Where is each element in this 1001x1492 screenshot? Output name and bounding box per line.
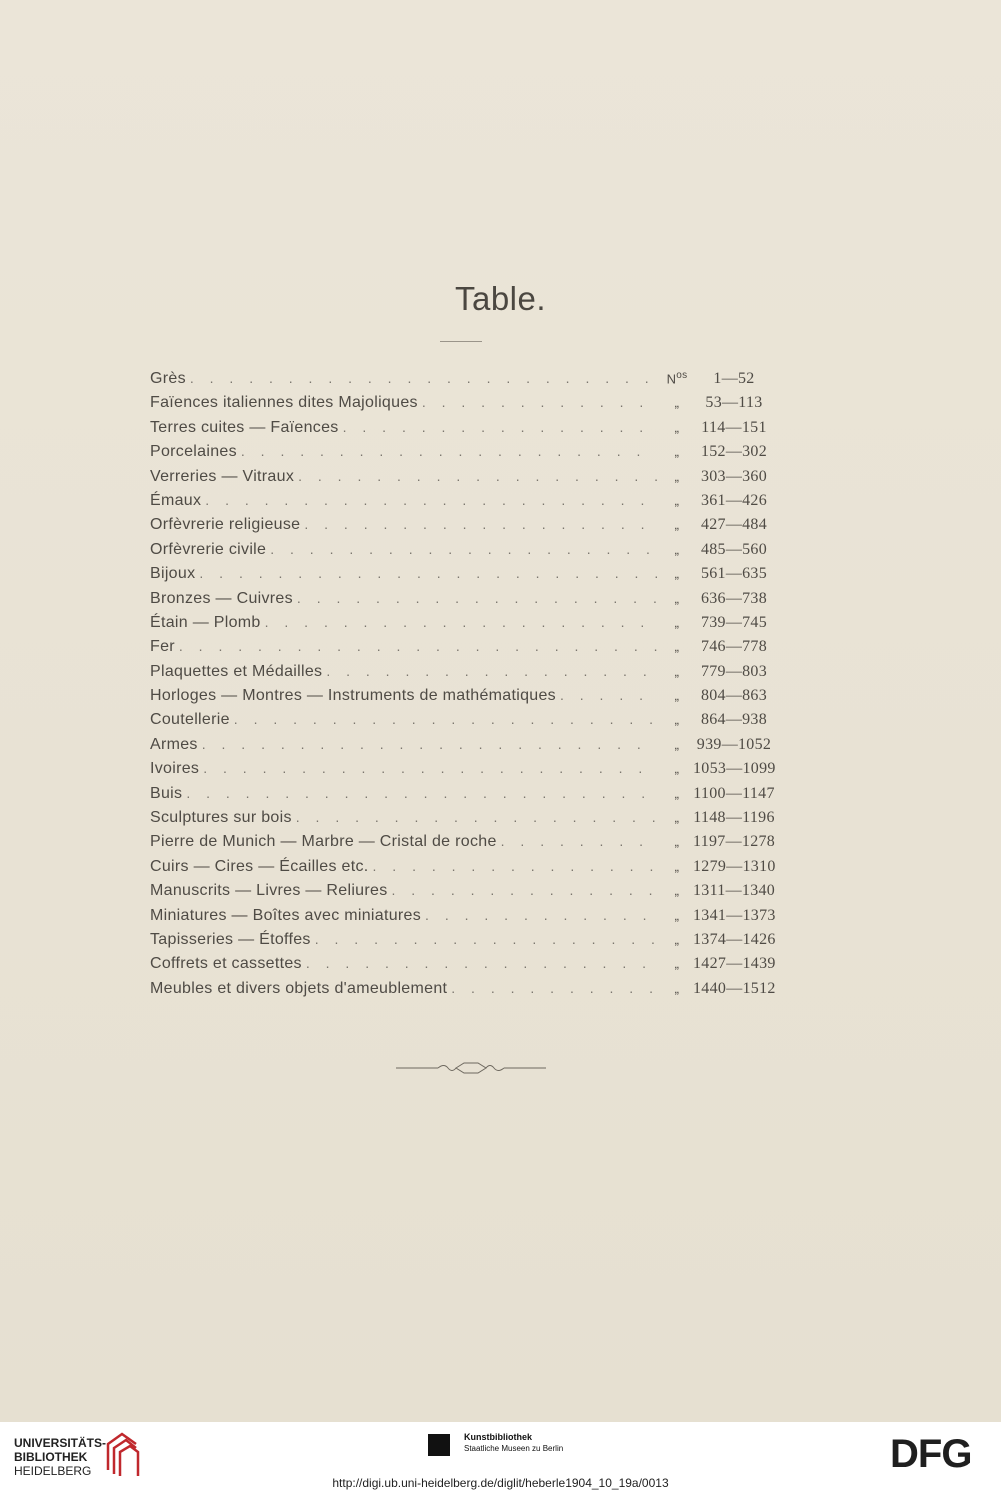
- toc-entry-label: Manuscrits — Livres — Reliures: [150, 882, 388, 900]
- leader-dots: [304, 516, 657, 532]
- ditto-mark: „: [674, 395, 680, 411]
- toc-entry-range: 1197—1278: [693, 833, 776, 851]
- ditto-mark: „: [674, 639, 680, 655]
- numbers-prefix-base: N: [666, 371, 677, 387]
- ditto-mark: „: [674, 785, 680, 801]
- toc-entry-range: 1053—1099: [693, 760, 776, 778]
- toc-entry-label: Orfèvrerie religieuse: [150, 516, 301, 534]
- toc-entry-range: 746—778: [700, 638, 768, 656]
- uni-logo-mark-icon: [104, 1430, 140, 1478]
- leader-dots: [234, 711, 657, 727]
- page-title: Table.: [454, 280, 547, 317]
- ditto-mark: „: [674, 931, 680, 947]
- kb-name: Kunstbibliothek: [464, 1432, 532, 1442]
- ditto-mark: „: [674, 517, 680, 533]
- toc-entry-label: Buis: [150, 784, 183, 802]
- toc-row: [150, 492, 775, 516]
- toc-row: [150, 541, 775, 565]
- toc-entry-range: 303—360: [700, 467, 768, 485]
- ditto-mark: „: [674, 980, 680, 996]
- ditto-mark: „: [674, 566, 680, 582]
- toc-entry-label: Bijoux: [150, 565, 196, 583]
- toc-entry-label: Verreries — Vitraux: [150, 467, 295, 485]
- toc-entry-range: 864—938: [700, 711, 768, 729]
- title-rule: [440, 341, 482, 342]
- toc-row: [150, 468, 775, 492]
- toc-row: [150, 638, 775, 662]
- leader-dots: [296, 809, 657, 825]
- kb-subtitle: Staatliche Museen zu Berlin: [464, 1444, 564, 1453]
- toc-row: [150, 565, 775, 589]
- toc-entry-label: Ivoires: [150, 760, 200, 778]
- ditto-mark: „: [674, 541, 680, 557]
- toc-entry-range: 1148—1196: [693, 809, 775, 827]
- leader-dots: [373, 858, 657, 874]
- toc-entry-range: 561—635: [700, 565, 768, 583]
- leader-dots: [190, 370, 657, 386]
- toc-row: [150, 882, 775, 906]
- toc-row: [150, 370, 775, 394]
- toc-entry-label: Bronzes — Cuivres: [150, 589, 293, 607]
- numbers-prefix-sup: os: [676, 370, 688, 381]
- toc-entry-label: Grès: [150, 370, 186, 388]
- leader-dots: [560, 687, 657, 703]
- leader-dots: [326, 663, 657, 679]
- uni-logo-line2: BIBLIOTHEK: [14, 1450, 88, 1464]
- leader-dots: [186, 785, 657, 801]
- toc-entry-range: 1427—1439: [693, 955, 776, 973]
- leader-dots: [297, 590, 657, 606]
- toc-entry-range: 361—426: [700, 491, 768, 509]
- uni-logo-line3: HEIDELBERG: [14, 1464, 92, 1478]
- toc-row: [150, 833, 775, 857]
- leader-dots: [203, 760, 657, 776]
- toc-row: [150, 614, 775, 638]
- leader-dots: [265, 614, 657, 630]
- leader-dots: [315, 931, 657, 947]
- toc-row: [150, 687, 775, 711]
- toc-row: [150, 711, 775, 735]
- ditto-mark: „: [674, 858, 680, 874]
- leader-dots: [270, 541, 657, 557]
- toc-row: [150, 785, 775, 809]
- toc-entry-range: 1279—1310: [693, 857, 776, 875]
- toc-entry-label: Terres cuites — Faïences: [150, 418, 339, 436]
- leader-dots: [199, 565, 657, 581]
- toc-row: [150, 760, 775, 784]
- ditto-mark: „: [674, 834, 680, 850]
- leader-dots: [306, 955, 657, 971]
- toc-row: [150, 907, 775, 931]
- leader-dots: [501, 833, 657, 849]
- toc-entry-label: Étain — Plomb: [150, 613, 261, 631]
- leader-dots: [205, 492, 657, 508]
- toc-entry-range: 1374—1426: [693, 930, 776, 948]
- ditto-mark: „: [674, 590, 680, 606]
- toc-row: [150, 955, 775, 979]
- leader-dots: [451, 980, 657, 996]
- leader-dots: [425, 907, 657, 923]
- toc-entry-label: Pierre de Munich — Marbre — Cristal de roche: [150, 833, 497, 851]
- toc-entry-label: Meubles et divers objets d'ameublement: [150, 979, 448, 997]
- ditto-mark: „: [674, 712, 680, 728]
- university-library-logo: [14, 1436, 106, 1478]
- leader-dots: [343, 419, 657, 435]
- toc-entry-range: 739—745: [700, 613, 768, 631]
- toc-entry-range: 114—151: [701, 418, 767, 436]
- toc-row: [150, 809, 775, 833]
- toc-entry-label: Horloges — Montres — Instruments de mathématiques: [150, 687, 556, 705]
- toc-entry-label: Coutellerie: [150, 711, 230, 729]
- toc-entry-range: 1100—1147: [693, 784, 775, 802]
- toc-entry-range: 636—738: [700, 589, 768, 607]
- toc-entry-label: Coffrets et cassettes: [150, 955, 302, 973]
- toc-entry-label: Miniatures — Boîtes avec miniatures: [150, 906, 422, 924]
- ditto-mark: „: [674, 663, 680, 679]
- toc-row: [150, 590, 775, 614]
- ditto-mark: „: [674, 810, 680, 826]
- toc-entry-range: 1341—1373: [693, 906, 776, 924]
- toc-row: [150, 931, 775, 955]
- toc-entry-range: 939—1052: [696, 735, 772, 753]
- ditto-mark: „: [674, 761, 680, 777]
- ditto-mark: „: [674, 444, 680, 460]
- toc-row: [150, 516, 775, 540]
- toc-row: [150, 419, 775, 443]
- toc-entry-label: Orfèvrerie civile: [150, 540, 267, 558]
- leader-dots: [298, 468, 657, 484]
- toc-entry-range: 485—560: [700, 540, 768, 558]
- toc-entry-label: Sculptures sur bois: [150, 809, 292, 827]
- leader-dots: [392, 882, 658, 898]
- toc-entry-range: 1311—1340: [693, 882, 776, 900]
- ditto-mark: „: [674, 907, 680, 923]
- ditto-mark: „: [674, 956, 680, 972]
- footer-bar: [0, 1422, 1001, 1492]
- toc-row: [150, 980, 775, 1004]
- toc-entry-range: 779—803: [700, 662, 768, 680]
- toc-row: [150, 394, 775, 418]
- toc-entry-range: 53—113: [705, 394, 763, 412]
- ditto-mark: „: [674, 419, 680, 435]
- toc-entry-label: Tapisseries — Étoffes: [150, 930, 311, 948]
- toc-entry-range: 1440—1512: [693, 979, 776, 997]
- toc-row: [150, 858, 775, 882]
- ditto-mark: „: [674, 468, 680, 484]
- leader-dots: [422, 394, 657, 410]
- leader-dots: [202, 736, 657, 752]
- toc-entry-label: Porcelaines: [150, 443, 237, 461]
- toc-entry-label: Plaquettes et Médailles: [150, 662, 323, 680]
- toc-entry-label: Cuirs — Cires — Écailles etc.: [150, 857, 369, 875]
- toc-row: [150, 736, 775, 760]
- dfg-logo: DFG: [890, 1432, 972, 1476]
- toc-entry-label: Faïences italiennes dites Majoliques: [150, 394, 418, 412]
- page-url[interactable]: http://digi.ub.uni-heidelberg.de/diglit/heberle1904_10_19a/0013: [332, 1476, 669, 1490]
- toc-entry-label: Émaux: [150, 491, 202, 509]
- toc-entry-label: Armes: [150, 735, 198, 753]
- ditto-mark: „: [674, 883, 680, 899]
- toc-entry-range: 804—863: [700, 687, 768, 705]
- ditto-mark: „: [674, 688, 680, 704]
- toc-entry-range: 152—302: [700, 443, 768, 461]
- kunstbibliothek-mark-icon: [428, 1434, 450, 1456]
- toc-entry-range: 427—484: [700, 516, 768, 534]
- numbers-prefix: [661, 370, 693, 386]
- toc-row: [150, 443, 775, 467]
- leader-dots: [179, 638, 657, 654]
- toc-entry-label: Fer: [150, 638, 175, 656]
- toc-row: [150, 663, 775, 687]
- ditto-mark: „: [674, 492, 680, 508]
- leader-dots: [241, 443, 657, 459]
- ditto-mark: „: [674, 614, 680, 630]
- uni-logo-line1: UNIVERSITÄTS-: [14, 1436, 107, 1450]
- toc-entry-range: 1—52: [713, 370, 755, 388]
- ditto-mark: „: [674, 736, 680, 752]
- ornament-divider: [396, 1060, 546, 1076]
- table-of-contents: [150, 370, 775, 1004]
